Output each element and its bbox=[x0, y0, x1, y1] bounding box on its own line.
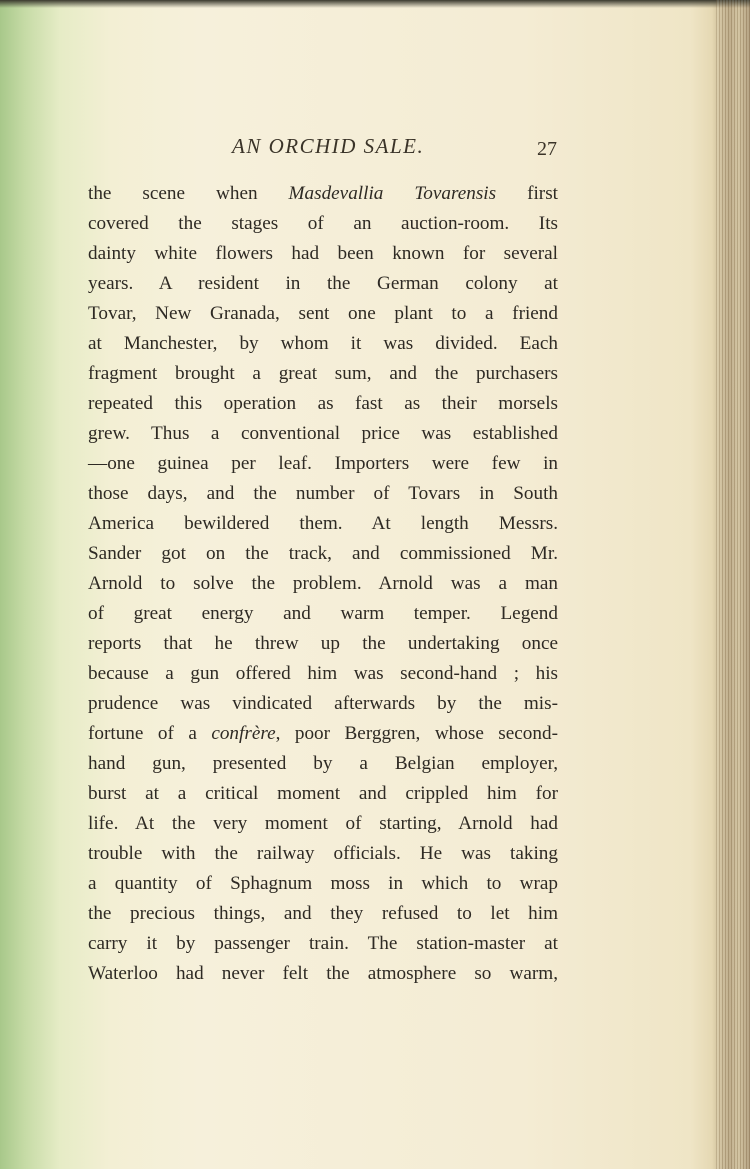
text-line: grew. Thus a conventional price was established bbox=[88, 423, 558, 444]
text-line: dainty white flowers had been known for several bbox=[88, 243, 558, 264]
page-number: 27 bbox=[537, 138, 557, 160]
text-line: Tovar, New Granada, sent one plant to a friend bbox=[88, 303, 558, 324]
text-line: Arnold to solve the problem. Arnold was a man bbox=[88, 573, 558, 594]
text-line: because a gun offered him was second-hand ; his bbox=[88, 663, 558, 684]
text-line: the scene when Masdevallia Tovarensis first bbox=[88, 183, 558, 204]
text-line: covered the stages of an auction-room. Its bbox=[88, 213, 558, 234]
running-head bbox=[0, 134, 750, 164]
text-line: prudence was vindicated afterwards by the mis- bbox=[88, 693, 558, 714]
text-line: fortune of a confrère, poor Berggren, whose second- bbox=[88, 723, 558, 744]
text-line: trouble with the railway officials. He was taking bbox=[88, 843, 558, 864]
text-line: life. At the very moment of starting, Arnold had bbox=[88, 813, 558, 834]
text-line: America bewildered them. At length Messrs. bbox=[88, 513, 558, 534]
text-line: those days, and the number of Tovars in South bbox=[88, 483, 558, 504]
text-line: —one guinea per leaf. Importers were few in bbox=[88, 453, 558, 474]
page-stack-edge bbox=[716, 0, 750, 1169]
body-text bbox=[88, 179, 558, 989]
text-line: carry it by passenger train. The station-master at bbox=[88, 933, 558, 954]
text-line: of great energy and warm temper. Legend bbox=[88, 603, 558, 624]
text-line: fragment brought a great sum, and the purchasers bbox=[88, 363, 558, 384]
text-line: Waterloo had never felt the atmosphere so warm, bbox=[88, 963, 558, 984]
text-line: the precious things, and they refused to let him bbox=[88, 903, 558, 924]
text-line: hand gun, presented by a Belgian employer, bbox=[88, 753, 558, 774]
text-line: reports that he threw up the undertaking once bbox=[88, 633, 558, 654]
scan-top-edge bbox=[0, 0, 750, 8]
text-line: burst at a critical moment and crippled him for bbox=[88, 783, 558, 804]
text-line: a quantity of Sphagnum moss in which to wrap bbox=[88, 873, 558, 894]
text-line: repeated this operation as fast as their morsels bbox=[88, 393, 558, 414]
text-line: years. A resident in the German colony at bbox=[88, 273, 558, 294]
text-line: at Manchester, by whom it was divided. Each bbox=[88, 333, 558, 354]
text-line: Sander got on the track, and commissioned Mr. bbox=[88, 543, 558, 564]
running-title: AN ORCHID SALE. bbox=[232, 134, 425, 158]
